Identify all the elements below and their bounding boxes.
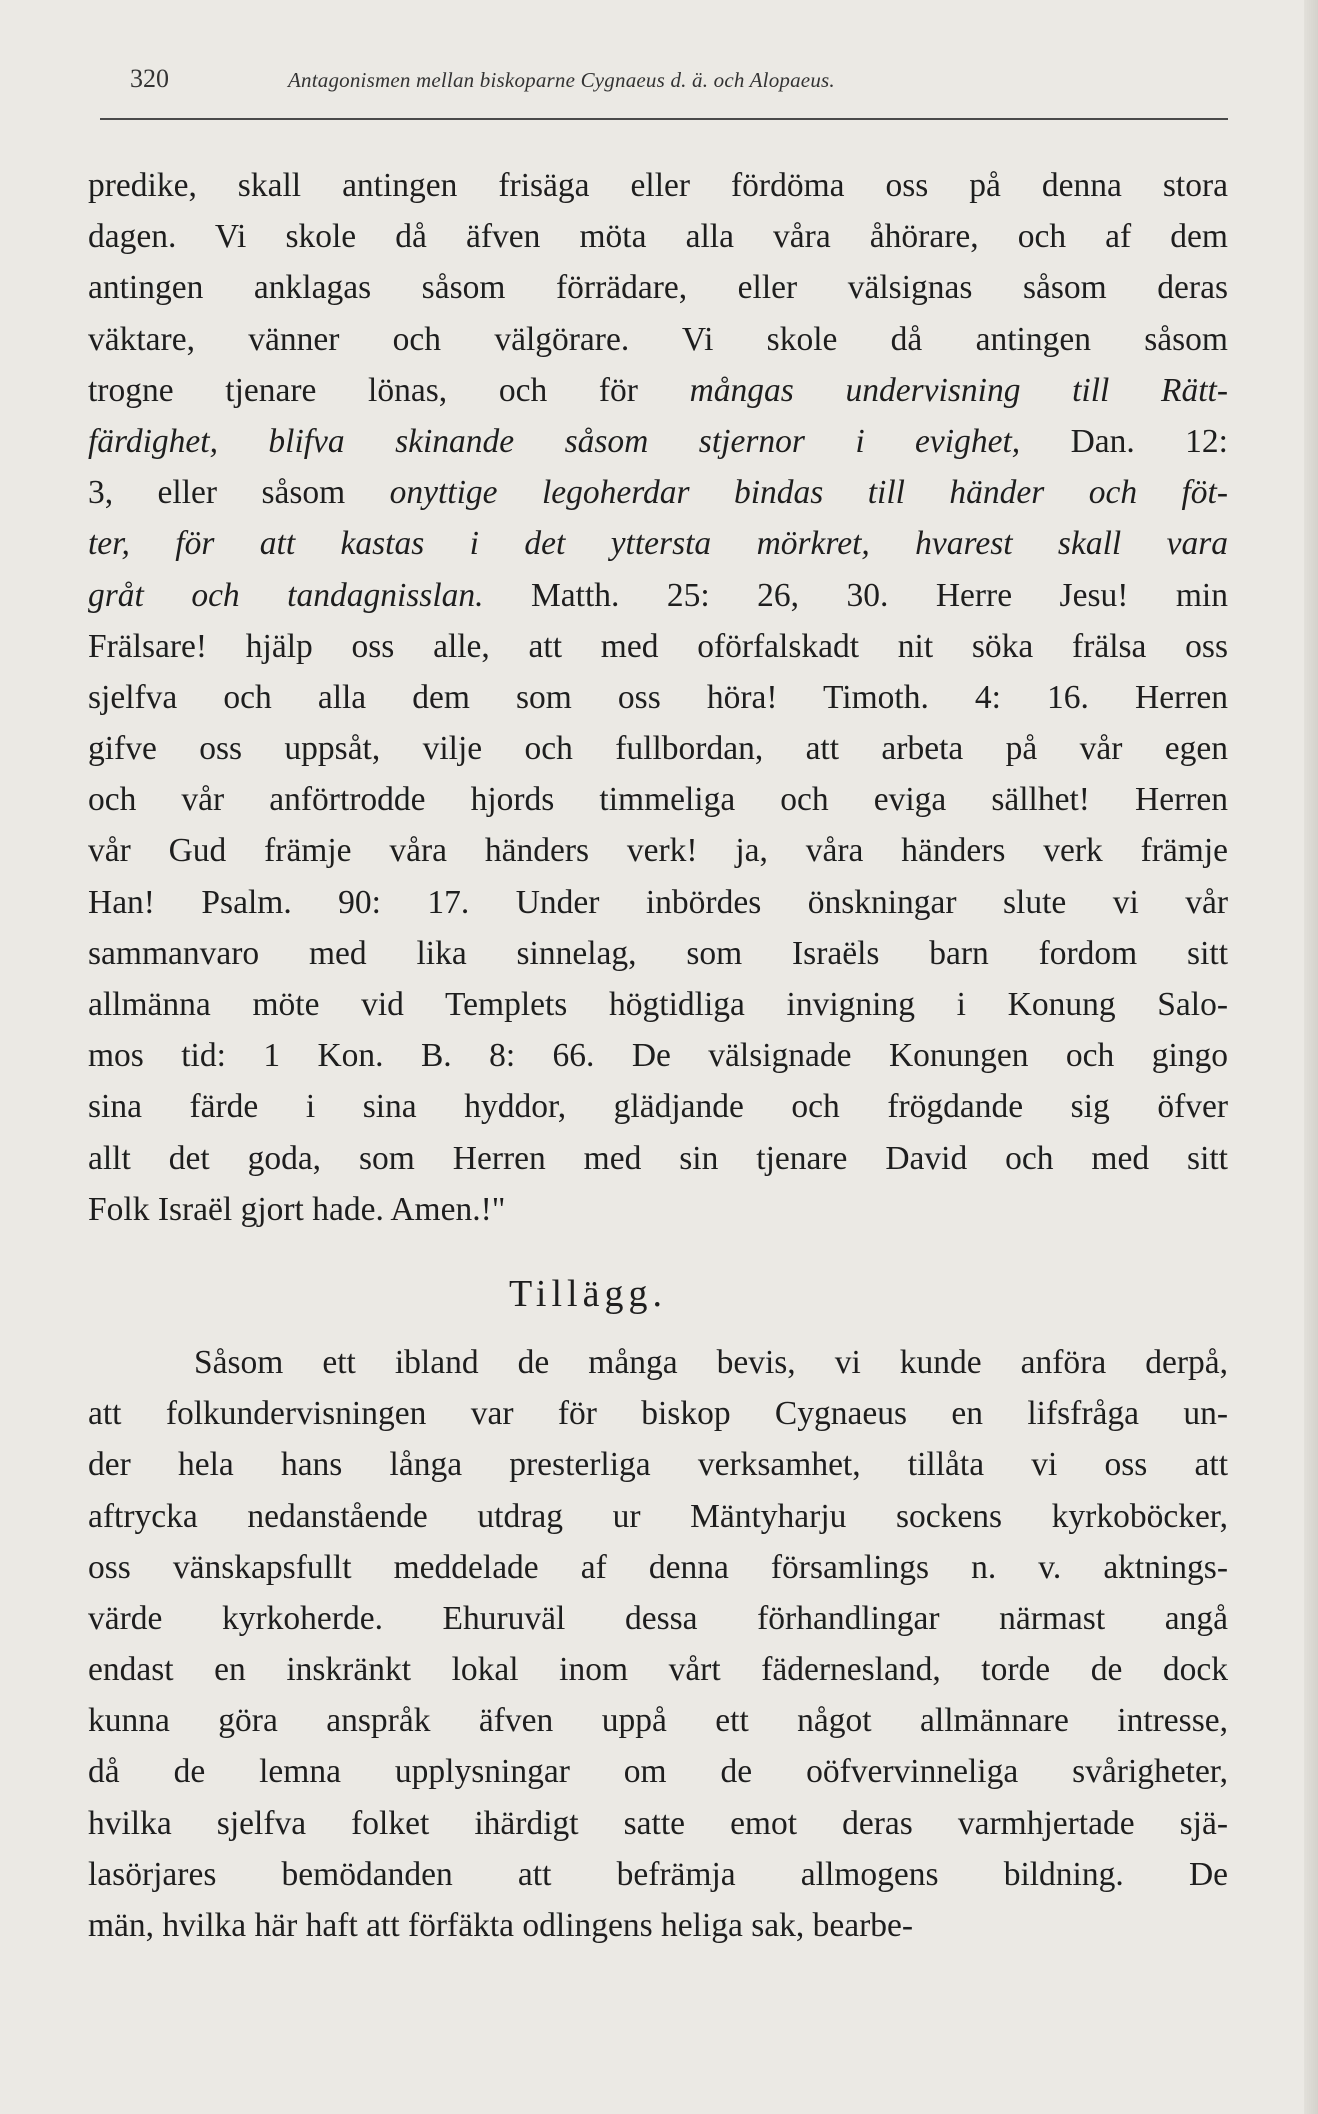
text-run: Matth. 25: 26, 30. Herre Jesu! min (483, 576, 1228, 614)
text-run: lasörjares bemödanden att befrämja allmogens bildning. De (88, 1855, 1228, 1893)
text-line (88, 365, 1228, 416)
text-run: väktare, vänner och välgörare. Vi skole då antingen såsom (88, 320, 1228, 358)
text-line (88, 570, 1228, 621)
text-run: sjelfva och alla dem som oss höra! Timoth. 4: 16. Herren (88, 678, 1228, 716)
italic-text: ter, för att kastas i det yttersta mörkret, hvarest skall vara (88, 525, 1228, 563)
text-line (88, 211, 1228, 262)
text-line (88, 1133, 1228, 1184)
text-run: der hela hans långa presterliga verksamhet, tillåta vi oss att (88, 1446, 1228, 1484)
text-line (88, 1746, 1228, 1797)
text-line (88, 877, 1228, 928)
text-line (88, 314, 1228, 365)
text-line (88, 928, 1228, 979)
text-run: vår Gud främje våra händers verk! ja, våra händers verk främje (88, 832, 1228, 870)
text-line (88, 1337, 1228, 1388)
text-line (88, 1644, 1228, 1695)
text-line (88, 1030, 1228, 1081)
body-text (88, 160, 1228, 1951)
text-line (88, 979, 1228, 1030)
text-run: dagen. Vi skole då äfven möta alla våra åhörare, och af dem (88, 218, 1228, 256)
text-line (88, 1081, 1228, 1132)
text-line (88, 1542, 1228, 1593)
text-run: hvilka sjelfva folket ihärdigt satte emot deras varmhjertade sjä- (88, 1804, 1228, 1842)
text-line (88, 1849, 1228, 1900)
page-number: 320 (130, 64, 169, 93)
paragraph-sermon-ending (88, 160, 1228, 1235)
text-line (88, 825, 1228, 876)
text-line (88, 1388, 1228, 1439)
text-line (88, 621, 1228, 672)
text-run: Han! Psalm. 90: 17. Under inbördes önskningar slute vi vår (88, 883, 1228, 921)
text-line (88, 672, 1228, 723)
text-run: predike, skall antingen frisäga eller fördöma oss på denna stora (88, 167, 1228, 204)
italic-text: gråt och tandagnisslan. (88, 576, 484, 614)
text-line (88, 262, 1228, 313)
section-title: Tillägg. (509, 1272, 667, 1315)
text-run: att folkundervisningen var för biskop Cygnaeus en lifsfråga un- (88, 1395, 1228, 1433)
text-run: Såsom ett ibland de många bevis, vi kunde anföra derpå, (194, 1343, 1228, 1381)
text-run: mos tid: 1 Kon. B. 8: 66. De välsignade Konungen och gingo (88, 1037, 1228, 1075)
text-line (88, 160, 1228, 211)
running-head (88, 58, 1230, 98)
text-run: då de lemna upplysningar om de oöfvervinneliga svårigheter, (88, 1753, 1228, 1791)
paragraph-tillagg (88, 1337, 1228, 1951)
text-run: kunna göra anspråk äfven uppå ett något allmännare intresse, (88, 1702, 1228, 1740)
text-line (88, 518, 1228, 569)
text-line (88, 1593, 1228, 1644)
italic-text: onyttige legoherdar bindas till händer och föt- (389, 474, 1228, 512)
page-edge-shadow (1304, 0, 1318, 2114)
text-line (88, 1900, 1228, 1951)
text-run: Dan. 12: (1020, 422, 1228, 460)
running-title: Antagonismen mellan biskoparne Cygnaeus d. ä. och Alopaeus. (288, 68, 835, 92)
text-line (88, 1439, 1228, 1490)
text-line (88, 723, 1228, 774)
header-rule (100, 118, 1228, 120)
text-run: sammanvaro med lika sinnelag, som Israëls barn fordom sitt (88, 934, 1228, 972)
italic-text: mångas undervisning till Rätt- (689, 371, 1228, 409)
text-line (88, 1491, 1228, 1542)
text-line (88, 416, 1228, 467)
italic-text: färdighet, blifva skinande såsom stjernor i evighet, (88, 422, 1021, 460)
text-run: Folk Israël gjort hade. Amen.!" (88, 1190, 506, 1228)
text-run: endast en inskränkt lokal inom vårt fädernesland, torde de dock (88, 1651, 1228, 1689)
text-run: antingen anklagas såsom förrädare, eller välsignas såsom deras (88, 269, 1228, 307)
text-run: sina färde i sina hyddor, glädjande och frögdande sig öfver (88, 1088, 1228, 1126)
text-run: värde kyrkoherde. Ehuruväl dessa förhandlingar närmast angå (88, 1599, 1228, 1637)
text-line (88, 1695, 1228, 1746)
text-run: aftrycka nedanstående utdrag ur Mäntyharju sockens kyrkoböcker, (88, 1497, 1228, 1535)
text-run: 3, eller såsom (88, 474, 390, 512)
text-line (88, 1798, 1228, 1849)
text-line (88, 774, 1228, 825)
text-run: Frälsare! hjälp oss alle, att med oförfalskadt nit söka frälsa oss (88, 627, 1228, 665)
text-run: män, hvilka här haft att förfäkta odlingens heliga sak, bearbe- (88, 1907, 914, 1944)
text-run: oss vänskapsfullt meddelade af denna församlings n. v. aktnings- (88, 1548, 1228, 1586)
text-run: allmänna möte vid Templets högtidliga invigning i Konung Salo- (88, 986, 1228, 1023)
text-run: allt det goda, som Herren med sin tjenare David och med sitt (88, 1139, 1228, 1177)
text-run: och vår anförtrodde hjords timmeliga och eviga sällhet! Herren (88, 781, 1228, 819)
text-run: gifve oss uppsåt, vilje och fullbordan, att arbeta på vår egen (88, 730, 1228, 768)
text-line (88, 1184, 1228, 1235)
text-line (88, 467, 1228, 518)
text-run: trogne tjenare lönas, och för (88, 371, 690, 409)
